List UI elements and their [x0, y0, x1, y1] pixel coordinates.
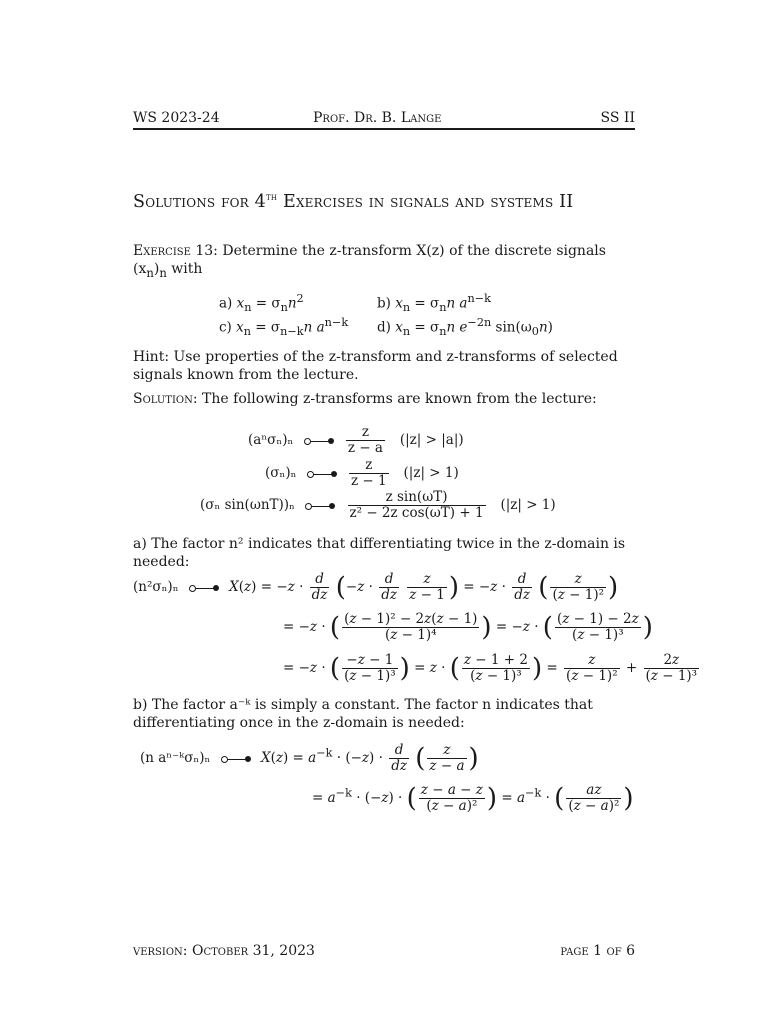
transform-row-1: (aⁿσₙ)ₙ $\frac{z}{z - a}$ (|z| > |a|) — [248, 424, 464, 456]
exercise-item-a: a) $x_n = \sigma_nn^2$ — [219, 292, 304, 315]
exercise-item-b: b) $x_n = \sigma_nn$ $a^{n-k}$ — [377, 292, 491, 315]
exercise-statement: Exercise 13: Determine the z-transform X(z) of the discrete signals $(x_n)_n$ with — [133, 243, 606, 280]
correspondence-symbol — [307, 469, 337, 479]
footer-page-number: page 1 of 6 — [560, 943, 635, 959]
part-b-line-1: (n aⁿ⁻ᵏσₙ)ₙ $X(z) = a^{-k} \cdot (-z)$ · $\frac{d}{dz}$ ( $\frac{z}{z - a}$ ) — [140, 742, 479, 774]
correspondence-symbol — [305, 501, 335, 511]
part-a-text: a) The factor n² indicates that differentiating twice in the z-domain is needed: — [133, 536, 626, 570]
footer-version: version: October 31, 2023 — [133, 943, 315, 959]
header-author: Prof. Dr. B. Lange — [313, 110, 442, 126]
transform-row-2: (σₙ)ₙ $\frac{z}{z - 1}$ (|z| > 1) — [265, 457, 459, 489]
part-a-line-2: = −z · ( $\frac{\text{(z − 1)² − 2z(z − 1)}}{\text{(z − 1)⁴}}$ ) = −z · ( $\frac{(z - 1) - 2z}{\text{(z − 1)³}}$ ) — [283, 611, 653, 643]
correspondence-symbol — [189, 583, 219, 593]
page-title: Solutions for 4th Exercises in signals and systems II — [133, 192, 574, 212]
header-semester: WS 2023-24 — [133, 110, 220, 126]
part-a-line-3: = −z · ( $\frac{-z - 1}{\text{(z − 1)³}}$ ) = z · ( $\frac{z - 1 + 2}{\text{(z − 1)³}}$ ) = $\frac{z}{\text{(z − 1)²}}$ + $\frac{2z}{\text{(z − 1)³}}$ — [283, 652, 698, 684]
transform-row-3: (σₙ sin(ωnT))ₙ $\frac{\text{z sin(ωT)}}{\text{z² − 2z cos(ωT) + 1}}$ (|z| > 1) — [200, 489, 556, 521]
part-b-line-2: = $a^{-k} \cdot (-z)$ · ( $\frac{z - a - z}{\text{(z − a)²}}$ ) = $a^{-k}$ · ( $\frac{az}{\text{(z − a)²}}$ ) — [312, 782, 634, 814]
part-a-line-1: (n²σₙ)ₙ X(z) = −z · $\frac{d}{dz}$ (−z · $\frac{d}{dz}$ $\frac{z}{z - 1}$ ) = −z · $\frac{d}{dz}$ ( $\frac{z}{\text{(z − 1)²}}$ ) — [133, 571, 619, 603]
solution-intro: Solution: The following z-transforms are known from the lecture: — [133, 391, 597, 407]
header-course: SS II — [600, 110, 635, 126]
exercise-item-d: d) $x_n = \sigma_nn$ $e^{-2n}$ $\sin(\omega_0n)$ — [377, 316, 553, 339]
page-header — [133, 110, 635, 130]
exercise-item-c: c) $x_n = \sigma_{n-k}n$ $a^{n-k}$ — [219, 316, 349, 339]
correspondence-symbol — [221, 754, 251, 764]
hint-text: Hint: Use properties of the z-transform and z-transforms of selected signals known from the lecture. — [133, 349, 618, 383]
part-b-text: b) The factor a⁻ᵏ is simply a constant. The factor n indicates that differentiating once in the z-domain is needed: — [133, 697, 593, 731]
correspondence-symbol — [304, 436, 334, 446]
header-rule — [133, 128, 635, 130]
